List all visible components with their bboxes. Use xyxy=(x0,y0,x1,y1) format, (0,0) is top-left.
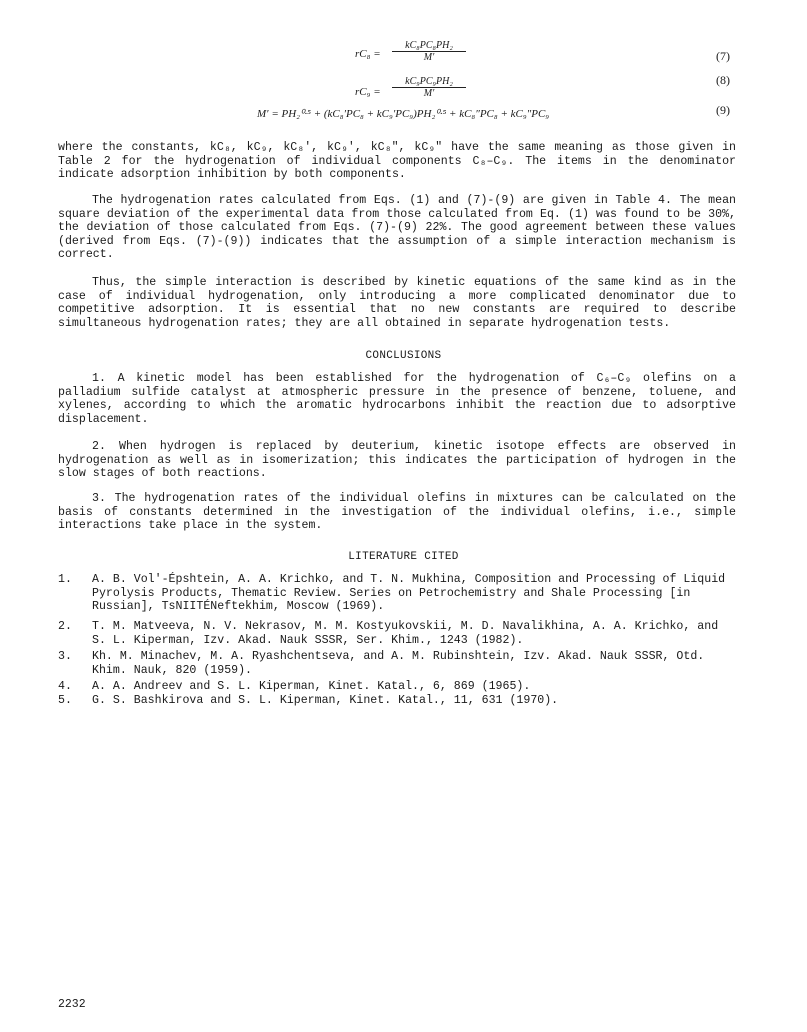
reference-item xyxy=(58,620,738,650)
reference-text: Kh. M. Minachev, M. A. Ryashchentseva, and A. M. Rubinshtein, Izv. Akad. Nauk SSSR, Otd. Khim. Nauk, 820 (1959). xyxy=(92,650,705,677)
conclusion-1 xyxy=(58,372,736,426)
equation-7-denominator: M′ xyxy=(423,52,435,63)
conclusion-2 xyxy=(58,440,736,481)
equation-8-fraction xyxy=(392,76,466,99)
equation-8-number: (8) xyxy=(716,73,730,87)
reference-text: A. B. Vol'-Épshtein, A. A. Krichko, and T. N. Mukhina, Composition and Processing of Liquid Pyrolysis Products, Thematic Review. Series on Petrochemistry and Shale Processing [in Russian], TsNIITÉNeftekhim, Moscow (1969). xyxy=(92,573,726,614)
equation-8-lhs: rC₉ = xyxy=(355,86,381,98)
reference-item xyxy=(58,694,738,710)
reference-text: G. S. Bashkirova and S. L. Kiperman, Kinet. Katal., 11, 631 (1970). xyxy=(92,694,559,707)
literature-heading: LITERATURE CITED xyxy=(348,551,459,563)
paragraph-constants xyxy=(58,141,736,182)
reference-number: 5. xyxy=(58,694,72,707)
equation-8-denominator: M′ xyxy=(423,88,435,99)
paragraph-text: where the constants, kC₈, kC₉, kC₈′, kC₉′, kC₈″, kC₉″ have the same meaning as those given in Table 2 for the hydrogenation of individual components C₈–C₉. The items in the denominator indicate adsorption inhibition by both components. xyxy=(58,141,736,182)
equation-7-fraction xyxy=(392,40,466,63)
conclusion-text: 2. When hydrogen is replaced by deuterium, kinetic isotope effects are observed in hydrogenation as well as in isomerization; this indicates the participation of hydrogen in the slow stages of both reactions. xyxy=(58,440,736,481)
reference-text: T. M. Matveeva, N. V. Nekrasov, M. M. Kostyukovskii, M. D. Navalikhina, A. A. Krichko, and S. L. Kiperman, Izv. Akad. Nauk SSSR, Ser. Khim., 1243 (1982). xyxy=(92,620,719,647)
paragraph-simple-interaction xyxy=(58,276,736,330)
conclusion-text: 3. The hydrogenation rates of the individual olefins in mixtures can be calculated on the basis of constants determined in the investigation of the individual olefins, i.e., simple interactions take place in the system. xyxy=(58,492,736,533)
conclusion-3 xyxy=(58,492,736,533)
reference-number: 3. xyxy=(58,650,72,663)
equation-9: M′ = PH₂⁰·⁵ + (kC₈′PC₈ + kC₉′PC₉)PH₂⁰·⁵ + kC₈″PC₈ + kC₉″PC₉ xyxy=(257,108,550,120)
equation-9-number: (9) xyxy=(716,103,730,117)
paragraph-text: The hydrogenation rates calculated from Eqs. (1) and (7)-(9) are given in Table 4. The mean square deviation of the experimental data from those calculated from Eq. (1) was found to be 30%, the deviation of those calculated from Eqs. (7)-(9) 22%. The good agreement between these values (derived from Eqs. (7)-(9)) indicates that the assumption of a simple interaction mechanism is correct. xyxy=(58,194,736,262)
reference-number: 2. xyxy=(58,620,72,633)
paragraph-hydrogenation-rates xyxy=(58,194,736,262)
equation-7-numerator: kC₈PC₈PH₂ xyxy=(392,40,466,52)
reference-text: A. A. Andreev and S. L. Kiperman, Kinet. Katal., 6, 869 (1965). xyxy=(92,680,531,693)
conclusions-heading: CONCLUSIONS xyxy=(365,350,442,362)
reference-number: 1. xyxy=(58,573,72,586)
page-number: 2232 xyxy=(58,998,86,1011)
paragraph-text: Thus, the simple interaction is described by kinetic equations of the same kind as in the case of individual hydrogenation, only introducing a more complicated denominator due to competitive adsorption. It is essential that no new constants are required to describe simultaneous hydrogenation rates; they are all obtained in separate hydrogenation tests. xyxy=(58,276,736,330)
equation-7-lhs: rC₈ = xyxy=(355,48,381,60)
reference-item xyxy=(58,650,738,680)
equation-7-number: (7) xyxy=(716,49,730,63)
reference-number: 4. xyxy=(58,680,72,693)
equation-8-numerator: kC₉PC₉PH₂ xyxy=(392,76,466,88)
conclusion-text: 1. A kinetic model has been established for the hydrogenation of C₆–C₉ olefins on a palladium sulfide catalyst at atmospheric pressure in the presence of benzene, toluene, and xylenes, according to which the aromatic hydrocarbons inhibit the reaction due to adsorptive displacement. xyxy=(58,372,736,426)
reference-item xyxy=(58,573,738,623)
